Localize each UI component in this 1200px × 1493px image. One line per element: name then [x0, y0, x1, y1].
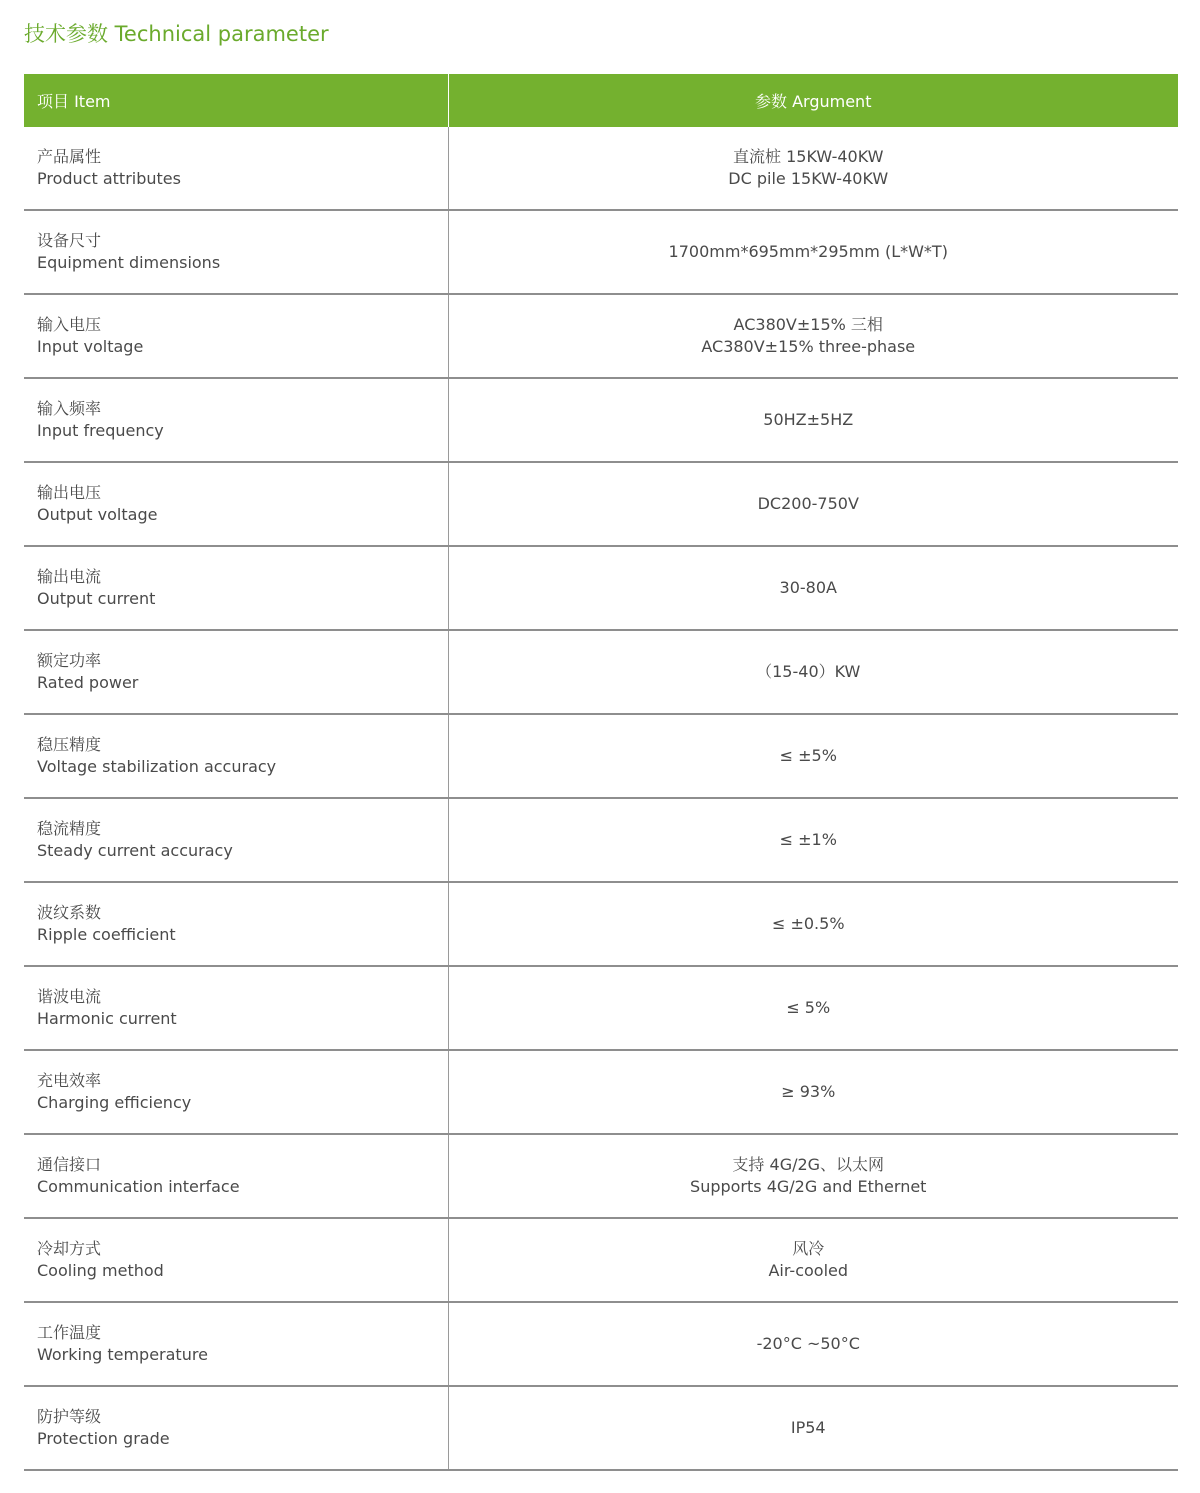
- item-name-cn: 谐波电流: [37, 987, 102, 1006]
- argument-value: 30-80A: [779, 578, 837, 597]
- table-row: [24, 714, 1178, 798]
- item-name-cn: 设备尺寸: [37, 231, 102, 250]
- column-header-argument: 参数 Argument: [448, 74, 1178, 127]
- item-name-en: Input frequency: [37, 421, 164, 440]
- item-name-cn: 波纹系数: [37, 903, 102, 922]
- argument-cell: [448, 630, 1178, 714]
- item-cell: [24, 462, 448, 546]
- item-name-cn: 充电效率: [37, 1071, 102, 1090]
- argument-cell: [448, 1050, 1178, 1134]
- argument-value: ≤ 5%: [786, 998, 831, 1017]
- item-cell: [24, 630, 448, 714]
- item-cell: [24, 1302, 448, 1386]
- item-name-cn: 额定功率: [37, 651, 102, 670]
- item-cell: [24, 1386, 448, 1470]
- argument-cell: [448, 966, 1178, 1050]
- argument-value: 1700mm*695mm*295mm (L*W*T): [668, 242, 948, 261]
- table-row: [24, 210, 1178, 294]
- argument-cell: [448, 1134, 1178, 1218]
- item-name-cn: 防护等级: [37, 1407, 102, 1426]
- argument-value: ≥ 93%: [781, 1082, 836, 1101]
- argument-value-en: DC pile 15KW-40KW: [728, 169, 889, 188]
- item-name-en: Voltage stabilization accuracy: [37, 757, 277, 776]
- table-row: [24, 966, 1178, 1050]
- item-cell: [24, 1050, 448, 1134]
- item-name-cn: 冷却方式: [37, 1239, 102, 1258]
- argument-value: AC380V±15% 三相: [733, 315, 883, 334]
- argument-value: -20°C ~50°C: [756, 1334, 860, 1353]
- item-name-cn: 稳流精度: [37, 819, 102, 838]
- item-name-en: Charging efficiency: [37, 1093, 192, 1112]
- table-header-row: [24, 74, 1178, 127]
- argument-value: ≤ ±0.5%: [771, 914, 845, 933]
- argument-value: 风冷: [792, 1239, 825, 1258]
- item-name-cn: 产品属性: [37, 147, 102, 166]
- table-row: [24, 882, 1178, 966]
- argument-value-en: Air-cooled: [768, 1261, 849, 1280]
- argument-cell: [448, 294, 1178, 378]
- item-name-en: Equipment dimensions: [37, 253, 221, 272]
- table-row: [24, 1302, 1178, 1386]
- item-name-cn: 工作温度: [37, 1323, 102, 1342]
- argument-cell: [448, 210, 1178, 294]
- table-row: [24, 1218, 1178, 1302]
- item-name-cn: 输入电压: [37, 315, 102, 334]
- item-name-en: Output current: [37, 589, 156, 608]
- item-cell: [24, 546, 448, 630]
- item-name-en: Output voltage: [37, 505, 158, 524]
- item-name-cn: 通信接口: [37, 1155, 102, 1174]
- item-cell: [24, 210, 448, 294]
- item-name-en: Communication interface: [37, 1177, 240, 1196]
- technical-parameter-table: [24, 74, 1178, 1471]
- argument-cell: [448, 127, 1178, 210]
- table-row: [24, 294, 1178, 378]
- argument-value: （15-40）KW: [756, 662, 861, 681]
- item-name-cn: 输出电压: [37, 483, 102, 502]
- table-row: [24, 798, 1178, 882]
- argument-value: DC200-750V: [757, 494, 859, 513]
- argument-cell: [448, 882, 1178, 966]
- item-cell: [24, 127, 448, 210]
- item-name-en: Protection grade: [37, 1429, 170, 1448]
- argument-cell: [448, 1302, 1178, 1386]
- argument-cell: [448, 1218, 1178, 1302]
- item-cell: [24, 714, 448, 798]
- table-row: [24, 378, 1178, 462]
- argument-cell: [448, 378, 1178, 462]
- item-cell: [24, 378, 448, 462]
- item-name-cn: 输入频率: [37, 399, 102, 418]
- item-name-en: Product attributes: [37, 169, 181, 188]
- table-body: [24, 127, 1178, 1470]
- item-name-en: Input voltage: [37, 337, 144, 356]
- item-cell: [24, 294, 448, 378]
- table-row: [24, 127, 1178, 210]
- argument-value: IP54: [790, 1418, 826, 1437]
- item-name-en: Rated power: [37, 673, 139, 692]
- argument-cell: [448, 798, 1178, 882]
- item-name-cn: 输出电流: [37, 567, 102, 586]
- argument-value-en: AC380V±15% three-phase: [701, 337, 916, 356]
- table-row: [24, 1050, 1178, 1134]
- argument-cell: [448, 1386, 1178, 1470]
- item-cell: [24, 882, 448, 966]
- argument-value: 50HZ±5HZ: [763, 410, 854, 429]
- table-row: [24, 1386, 1178, 1470]
- item-name-cn: 稳压精度: [37, 735, 102, 754]
- item-cell: [24, 798, 448, 882]
- argument-cell: [448, 462, 1178, 546]
- item-name-en: Cooling method: [37, 1261, 164, 1280]
- item-name-en: Ripple coefficient: [37, 925, 176, 944]
- table-row: [24, 630, 1178, 714]
- item-cell: [24, 966, 448, 1050]
- argument-value: 直流桩 15KW-40KW: [733, 147, 884, 166]
- page-title: 技术参数 Technical parameter: [24, 22, 329, 46]
- table-row: [24, 546, 1178, 630]
- item-cell: [24, 1134, 448, 1218]
- table-row: [24, 1134, 1178, 1218]
- table-row: [24, 462, 1178, 546]
- column-header-item: 项目 Item: [24, 74, 448, 127]
- argument-cell: [448, 714, 1178, 798]
- argument-cell: [448, 546, 1178, 630]
- item-name-en: Working temperature: [37, 1345, 208, 1364]
- argument-value: ≤ ±1%: [779, 830, 837, 849]
- argument-value: ≤ ±5%: [779, 746, 837, 765]
- argument-value-en: Supports 4G/2G and Ethernet: [690, 1177, 927, 1196]
- argument-value: 支持 4G/2G、以太网: [732, 1155, 885, 1174]
- item-cell: [24, 1218, 448, 1302]
- item-name-en: Harmonic current: [37, 1009, 177, 1028]
- item-name-en: Steady current accuracy: [37, 841, 233, 860]
